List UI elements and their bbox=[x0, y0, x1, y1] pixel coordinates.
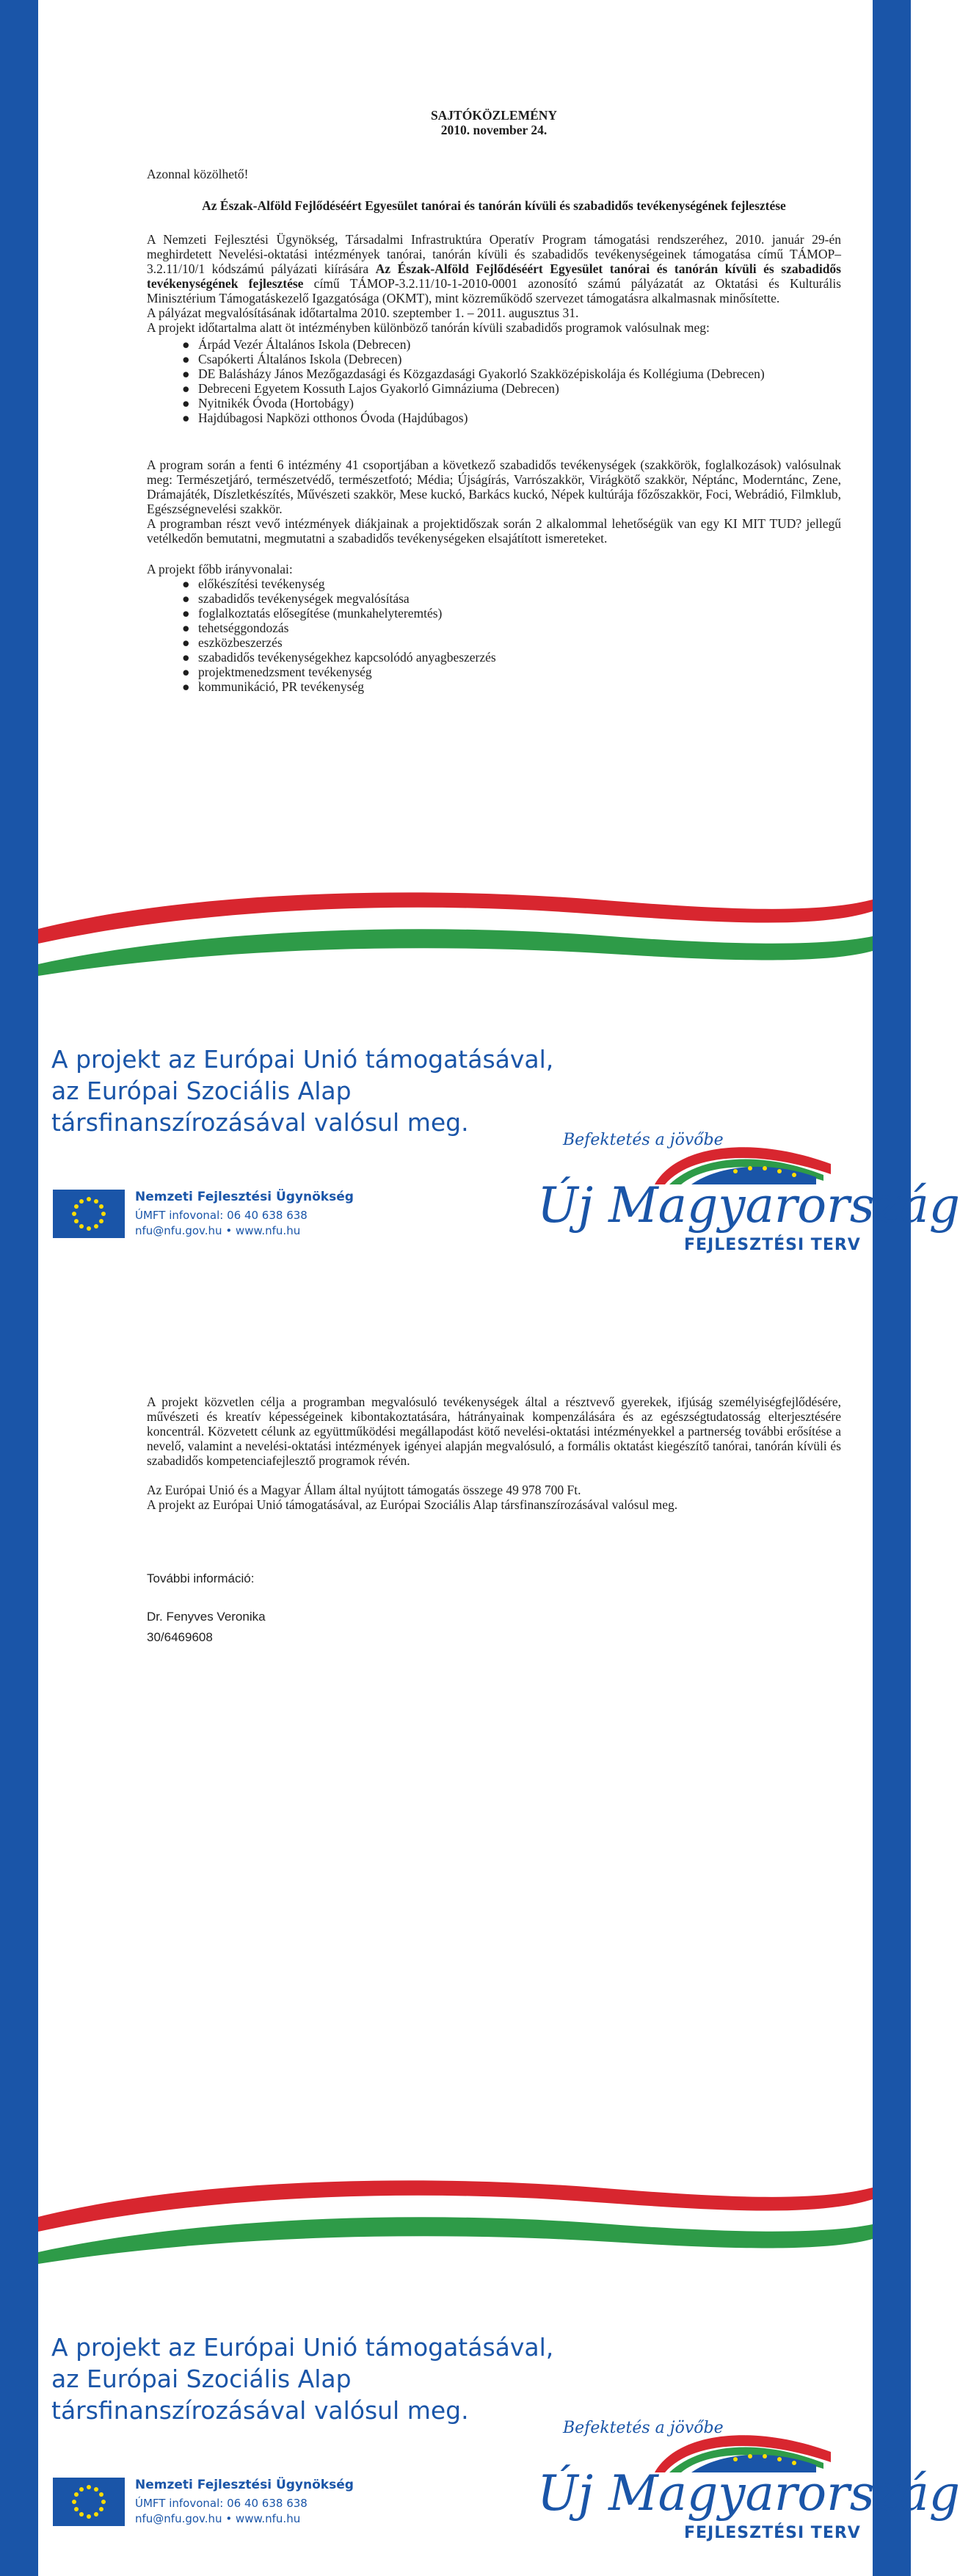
list-item: ● eszközbeszerzés bbox=[182, 635, 283, 650]
bullet-icon: ● bbox=[182, 381, 190, 396]
list-item: ● Hajdúbagosi Napközi otthonos Óvoda (Hajdúbagos) bbox=[182, 410, 468, 425]
intro-part-1: A Nemzeti Fejlesztési Ügynökség, Társadalmi Infrastruktúra Operatív Program támogatási rendszeréhez, 2010. január 29-én meghirdetett Nevelési-oktatási intézmények tanórai, tanórán kívüli és szabadidős tevékenységeinek támogatása című TÁMOP–3.2.11/10/1 kódszámú pályázati kiírására bbox=[147, 232, 841, 276]
nfu-web: nfu@nfu.gov.hu • www.nfu.hu bbox=[135, 2512, 301, 2525]
bullet-icon: ● bbox=[182, 665, 190, 679]
bullet-icon: ● bbox=[182, 621, 190, 635]
uj-magyarorszag-logo bbox=[530, 2415, 960, 2547]
nfu-phone: ÚMFT infovonal: 06 40 638 638 bbox=[135, 1209, 308, 1222]
red-green-swoosh-graphic bbox=[38, 878, 873, 980]
cofinance-line: A projekt az Európai Unió támogatásával, az Európai Szociális Alap társfinanszírozásával valósul meg. bbox=[147, 1497, 678, 1512]
list-item: ● Csapókerti Általános Iskola (Debrecen) bbox=[182, 352, 402, 366]
contact-block bbox=[147, 1569, 266, 1648]
funding-line: Az Európai Unió és a Magyar Állam által nyújtott támogatás összege 49 978 700 Ft. bbox=[147, 1483, 581, 1497]
bullet-icon: ● bbox=[182, 635, 190, 650]
umft-name: Új Magyarország bbox=[537, 2465, 960, 2522]
intro-paragraph bbox=[147, 232, 841, 305]
bullet-icon: ● bbox=[182, 591, 190, 606]
programs-paragraph: A program során a fenti 6 intézmény 41 csoportjában a következő szabadidős tevékenységek (szakkörök, foglalkozások) valósulnak meg: Természetjáró, természetvédő, természetfotó; Média; Újságírás, Varrószakkör, Virágkötő szakkör, Néptánc, Moderntánc, Zene, Drámajáték, Díszletkészítés, Művészeti szakkör, Mese kuckó, Barkács kuckó, Népek kultúrája főzőszakkör, Foci, Webrádió, Filmklub, Egészségnevelési szakkör. bbox=[147, 457, 841, 516]
list-item: ● Nyitnikék Óvoda (Hortobágy) bbox=[182, 396, 354, 410]
page-2 bbox=[38, 1288, 960, 2576]
kimittud-paragraph: A programban részt vevő intézmények diákjainak a projektidőszak során 2 alkalommal lehetőségük van egy KI MIT TUD? jellegű vetélkedőn bemutatni, megmutatni a szabadidős tevékenységeken elsajátított ismereteket. bbox=[147, 516, 841, 546]
umft-tagline: Befektetés a jövőbe bbox=[563, 2419, 724, 2437]
right-border-bar bbox=[873, 0, 911, 2576]
eu-flag-icon bbox=[53, 2478, 125, 2526]
bullet-icon: ● bbox=[182, 576, 190, 591]
bullet-icon: ● bbox=[182, 410, 190, 425]
umft-name: Új Magyarország bbox=[537, 1177, 960, 1234]
list-item: ● foglalkoztatás elősegítése (munkahelyteremtés) bbox=[182, 606, 443, 621]
eu-slogan: A projekt az Európai Unió támogatásával, az Európai Szociális Alap társfinanszírozásával valósul meg. bbox=[51, 1045, 554, 1137]
uj-magyarorszag-logo bbox=[530, 1127, 960, 1259]
document-date: 2010. november 24. bbox=[440, 123, 548, 137]
release-note: Azonnal közölhető! bbox=[147, 167, 249, 181]
list-item: ● projektmenedzsment tevékenység bbox=[182, 665, 372, 679]
bullet-icon: ● bbox=[182, 337, 190, 352]
intro-part-2: című TÁMOP-3.2.11/10-1-2010-0001 azonosító számú pályázatát az Oktatási és Kulturális Minisztérium Támogatáskezelő Igazgatósága (OKMT), mint közreműködő szervezet támogatásra alkalmasnak minősítette. bbox=[147, 276, 841, 305]
eu-flag-icon bbox=[53, 1190, 125, 1238]
directions-intro: A projekt főbb irányvonalai: bbox=[147, 562, 293, 576]
bullet-icon: ● bbox=[182, 679, 190, 694]
press-release-body-2 bbox=[147, 1394, 841, 1512]
nfu-logo-block bbox=[53, 1190, 383, 1241]
list-item: ● DE Balásházy János Mezőgazdasági és Közgazdasági Gyakorló Szakközépiskolája és Kollégiuma (Debrecen) bbox=[182, 366, 765, 381]
intro-project-name: Az Észak-Alföld Fejlődéséért Egyesület tanórai és tanórán kívüli és szabadidős tevékenységének fejlesztése bbox=[147, 261, 841, 291]
list-item: ● Árpád Vezér Általános Iskola (Debrecen) bbox=[182, 337, 411, 352]
nfu-phone: ÚMFT infovonal: 06 40 638 638 bbox=[135, 2497, 308, 2510]
document-title: SAJTÓKÖZLEMÉNY bbox=[430, 108, 558, 123]
umft-sub: FEJLESZTÉSI TERV bbox=[684, 2524, 861, 2542]
contact-label: További információ: bbox=[147, 1571, 255, 1585]
bullet-icon: ● bbox=[182, 396, 190, 410]
nfu-logo-block bbox=[53, 2478, 383, 2529]
bullet-icon: ● bbox=[182, 366, 190, 381]
list-item: ● kommunikáció, PR tevékenység bbox=[182, 679, 365, 694]
press-release-body-1 bbox=[147, 108, 841, 694]
nfu-web: nfu@nfu.gov.hu • www.nfu.hu bbox=[135, 1224, 301, 1237]
duration-line: A pályázat megvalósításának időtartalma 2010. szeptember 1. – 2011. augusztus 31. bbox=[147, 305, 579, 320]
subject-heading: Az Észak-Alföld Fejlődéséért Egyesület tanórai és tanórán kívüli és szabadidős tevékenységének fejlesztése bbox=[202, 198, 786, 213]
list-item: ● szabadidős tevékenységekhez kapcsolódó anyagbeszerzés bbox=[182, 650, 496, 665]
bullet-icon: ● bbox=[182, 606, 190, 621]
contact-phone: 30/6469608 bbox=[147, 1630, 213, 1644]
red-green-swoosh-graphic bbox=[38, 2166, 873, 2268]
bullet-icon: ● bbox=[182, 352, 190, 366]
schools-intro: A projekt időtartalma alatt öt intézményben különböző tanórán kívüli szabadidős programok valósulnak meg: bbox=[147, 320, 710, 335]
nfu-name: Nemzeti Fejlesztési Ügynökség bbox=[135, 1190, 354, 1204]
umft-sub: FEJLESZTÉSI TERV bbox=[684, 1236, 861, 1254]
list-item: ● szabadidős tevékenységek megvalósítása bbox=[182, 591, 410, 606]
list-item: ● tehetséggondozás bbox=[182, 621, 289, 635]
list-item: ● Debreceni Egyetem Kossuth Lajos Gyakorló Gimnáziuma (Debrecen) bbox=[182, 381, 559, 396]
schools-list bbox=[147, 337, 841, 425]
directions-list bbox=[147, 576, 841, 694]
list-item: ● előkészítési tevékenység bbox=[182, 576, 325, 591]
nfu-name: Nemzeti Fejlesztési Ügynökség bbox=[135, 2478, 354, 2492]
eu-slogan: A projekt az Európai Unió támogatásával, az Európai Szociális Alap társfinanszírozásával valósul meg. bbox=[51, 2333, 554, 2425]
umft-tagline: Befektetés a jövőbe bbox=[563, 1131, 724, 1149]
page-1 bbox=[38, 0, 960, 1288]
left-border-bar bbox=[0, 0, 38, 2576]
bullet-icon: ● bbox=[182, 650, 190, 665]
goal-paragraph: A projekt közvetlen célja a programban megvalósuló tevékenységek által a résztvevő gyerekek, ifjúság személyiségfejlődésére, művészeti és kreatív képességeinek kibontakoztatására, hátrányainak kompenzálására és az egészségtudatosság elterjesztésére koncentrál. Közvetett célunk az együttműködési megállapodást kötő nevelési-oktatási intézményekkel a partnerség további erősítése a nevelő, valamint a nevelési-oktatási intézmények igényei alapján megvalósuló, a formális oktatást kiegészítő tanórai, tanórán kívüli és szabadidős kompetenciafejlesztő programok révén. bbox=[147, 1394, 841, 1468]
contact-name: Dr. Fenyves Veronika bbox=[147, 1610, 266, 1624]
